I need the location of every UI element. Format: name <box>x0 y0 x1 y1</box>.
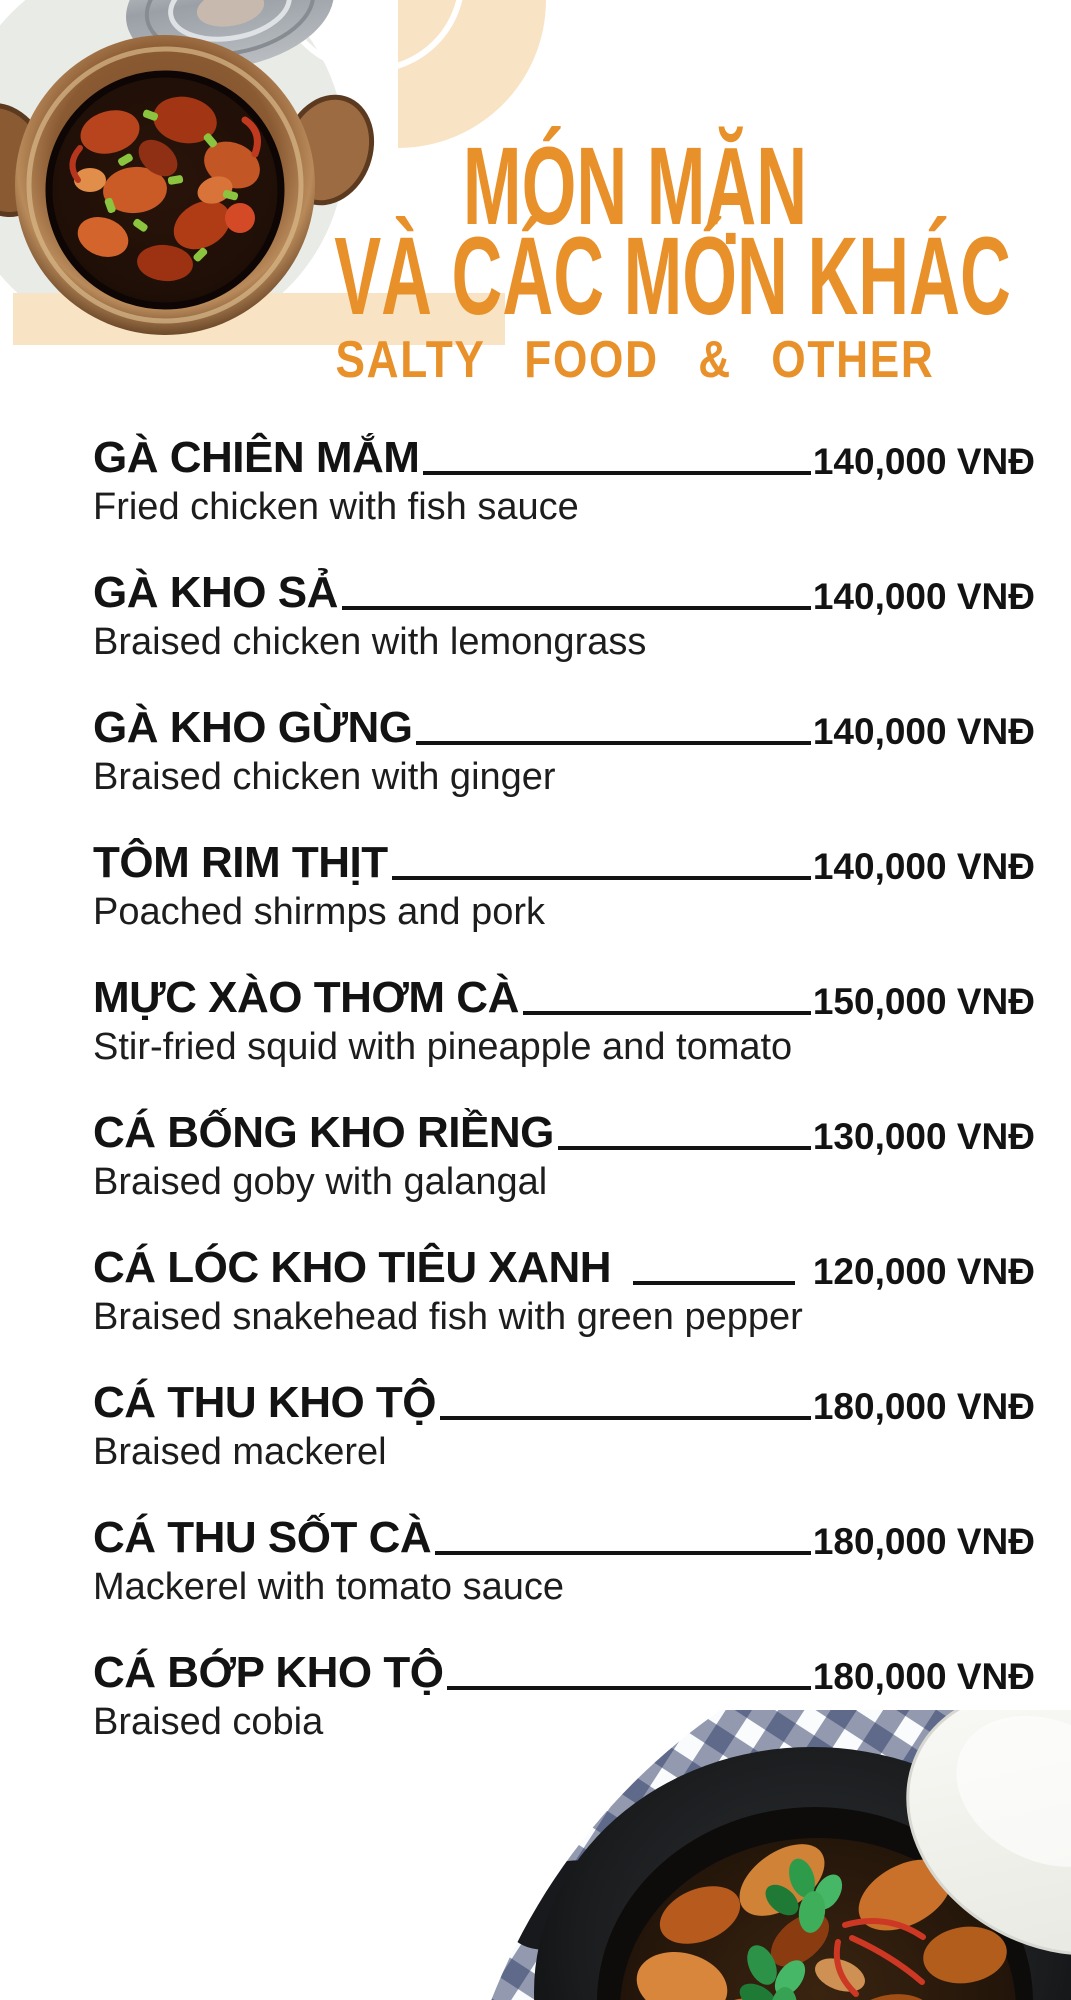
item-description: Mackerel with tomato sauce <box>93 1566 564 1608</box>
item-name: MỰC XÀO THƠM CÀ <box>93 973 519 1022</box>
item-name-price-row <box>93 1107 1035 1155</box>
item-price: 140,000 VNĐ <box>812 846 1035 887</box>
menu-item-row <box>93 432 1035 567</box>
item-description: Stir-fried squid with pineapple and tomato <box>93 1026 793 1068</box>
item-price: 140,000 VNĐ <box>812 576 1035 617</box>
item-leader-line <box>423 471 810 475</box>
menu-list <box>93 432 1035 1782</box>
item-description: Braised cobia <box>93 1701 324 1743</box>
item-price: 130,000 VNĐ <box>812 1116 1035 1157</box>
item-price: 180,000 VNĐ <box>812 1386 1035 1427</box>
item-name: GÀ KHO SẢ <box>93 568 338 617</box>
item-description: Braised goby with galangal <box>93 1161 548 1203</box>
item-name: CÁ THU KHO TỘ <box>93 1378 437 1427</box>
menu-item-row <box>93 972 1035 1107</box>
item-price: 180,000 VNĐ <box>812 1521 1035 1562</box>
item-leader-line <box>435 1551 811 1555</box>
item-leader-line <box>416 741 810 745</box>
item-description: Poached shirmps and pork <box>93 891 546 933</box>
menu-item-row <box>93 837 1035 972</box>
item-name: CÁ LÓC KHO TIÊU XANH <box>93 1243 611 1292</box>
item-price: 120,000 VNĐ <box>812 1251 1035 1292</box>
page-subtitle: SALTY FOOD & OTHER <box>335 331 935 389</box>
item-name-price-row <box>93 837 1035 885</box>
bottom-dish-photo <box>0 1710 1071 2000</box>
menu-item-row <box>93 1377 1035 1512</box>
item-description: Fried chicken with fish sauce <box>93 486 579 528</box>
menu-item-row <box>93 702 1035 837</box>
item-name-price-row <box>93 1647 1035 1695</box>
item-price: 150,000 VNĐ <box>812 981 1035 1022</box>
page-title-line1: MÓN MẶN <box>462 125 808 248</box>
item-name-price-row <box>93 432 1035 480</box>
page-title-line2: VÀ CÁC MÓN KHÁC <box>334 215 1011 338</box>
item-leader-line <box>447 1686 810 1690</box>
item-leader-line <box>392 876 811 880</box>
item-name: GÀ KHO GỪNG <box>93 703 413 752</box>
menu-item-row <box>93 1512 1035 1647</box>
item-name: CÁ BỐNG KHO RIỀNG <box>93 1108 554 1157</box>
item-price: 140,000 VNĐ <box>812 441 1035 482</box>
item-leader-line <box>342 606 811 610</box>
item-description: Braised chicken with ginger <box>93 756 556 798</box>
peach-band-round-end <box>13 293 65 345</box>
item-name-price-row <box>93 1377 1035 1425</box>
item-description: Braised mackerel <box>93 1431 387 1473</box>
item-name: GÀ CHIÊN MẮM <box>93 433 420 482</box>
item-price: 140,000 VNĐ <box>812 711 1035 752</box>
item-leader-line <box>440 1416 811 1420</box>
item-name-price-row <box>93 1242 1035 1290</box>
menu-item-row <box>93 567 1035 702</box>
menu-item-row <box>93 1242 1035 1377</box>
item-leader-line <box>633 1281 795 1285</box>
item-name: TÔM RIM THỊT <box>93 838 388 887</box>
item-name-price-row <box>93 567 1035 615</box>
item-name-price-row <box>93 702 1035 750</box>
item-name: CÁ BỚP KHO TỘ <box>93 1648 444 1697</box>
item-name: CÁ THU SỐT CÀ <box>93 1513 432 1562</box>
menu-item-row <box>93 1107 1035 1242</box>
item-description: Braised chicken with lemongrass <box>93 621 647 663</box>
item-leader-line <box>558 1146 811 1150</box>
item-leader-line <box>523 1011 811 1015</box>
item-description: Braised snakehead fish with green pepper <box>93 1296 803 1338</box>
item-name-price-row <box>93 1512 1035 1560</box>
item-name-price-row <box>93 972 1035 1020</box>
item-price: 180,000 VNĐ <box>812 1656 1035 1697</box>
